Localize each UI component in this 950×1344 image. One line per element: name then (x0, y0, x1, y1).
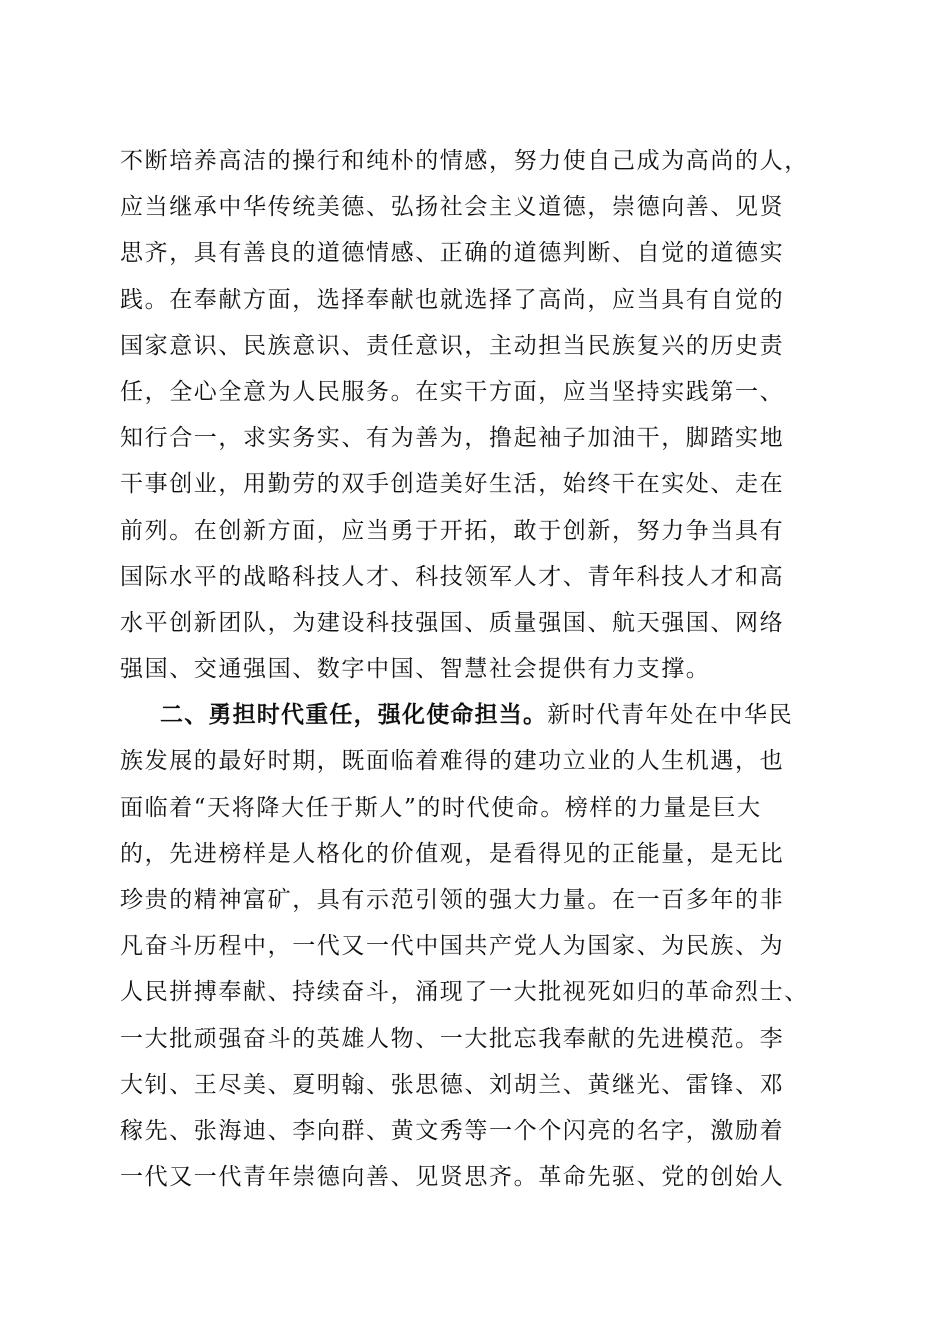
text-line: 的，先进榜样是人格化的价值观，是看得见的正能量，是无比 (120, 840, 785, 867)
text-line: 应当继承中华传统美德、弘扬社会主义道德，崇德向善、见贤 (120, 194, 785, 221)
text-line: 稼先、张海迪、李向群、黄文秀等一个个闪亮的名字，激励着 (120, 1117, 785, 1144)
section-first-line (120, 692, 840, 738)
text-line: 一代又一代青年崇德向善、见贤思齐。革命先驱、党的创始人 (120, 1164, 785, 1191)
text-line: 国际水平的战略科技人才、科技领军人才、青年科技人才和高 (120, 563, 785, 590)
text-line: 凡奋斗历程中，一代又一代中国共产党人为国家、为民族、为 (120, 933, 785, 960)
text-line: 水平创新团队，为建设科技强国、质量强国、航天强国、网络 (120, 609, 785, 636)
text-line: 任，全心全意为人民服务。在实干方面，应当坚持实践第一、 (120, 378, 785, 405)
text-line: 族发展的最好时期，既面临着难得的建功立业的人生机遇，也 (120, 748, 785, 775)
text-line: 强国、交通强国、数字中国、智慧社会提供有力支撑。 (120, 656, 711, 683)
text-line: 践。在奉献方面，选择奉献也就选择了高尚，应当具有自觉的 (120, 286, 785, 313)
text-line: 前列。在创新方面，应当勇于开拓，敢于创新，努力争当具有 (120, 517, 785, 544)
text-line: 干事创业，用勤劳的双手创造美好生活，始终干在实处、走在 (120, 471, 785, 498)
text-line: 思齐，具有善良的道德情感、正确的道德判断、自觉的道德实 (120, 240, 785, 267)
text-line: 人民拼搏奉献、持续奋斗，涌现了一大批视死如归的革命烈士、 (120, 979, 809, 1006)
text-line: 珍贵的精神富矿，具有示范引领的强大力量。在一百多年的非 (120, 887, 785, 913)
text-line: 知行合一，求实务实、有为善为，撸起袖子加油干，脚踏实地 (120, 425, 785, 452)
section-heading: 二、勇担时代重任，强化使命担当。 (160, 702, 548, 729)
text-line: 国家意识、民族意识、责任意识，主动担当民族复兴的历史责 (120, 332, 785, 359)
text-line: 不断培养高洁的操行和纯朴的情感，努力使自己成为高尚的人， (120, 148, 809, 174)
text-line: 大钊、王尽美、夏明翰、张思德、刘胡兰、黄继光、雷锋、邓 (120, 1071, 785, 1098)
text-line: 面临着“天将降大任于斯人”的时代使命。榜样的力量是巨大 (120, 794, 762, 821)
text-line: 一大批顽强奋斗的英雄人物、一大批忘我奉献的先进模范。李 (120, 1025, 785, 1052)
section-first-line-text: 新时代青年处在中华民 (547, 702, 794, 729)
body-text (120, 138, 840, 1200)
